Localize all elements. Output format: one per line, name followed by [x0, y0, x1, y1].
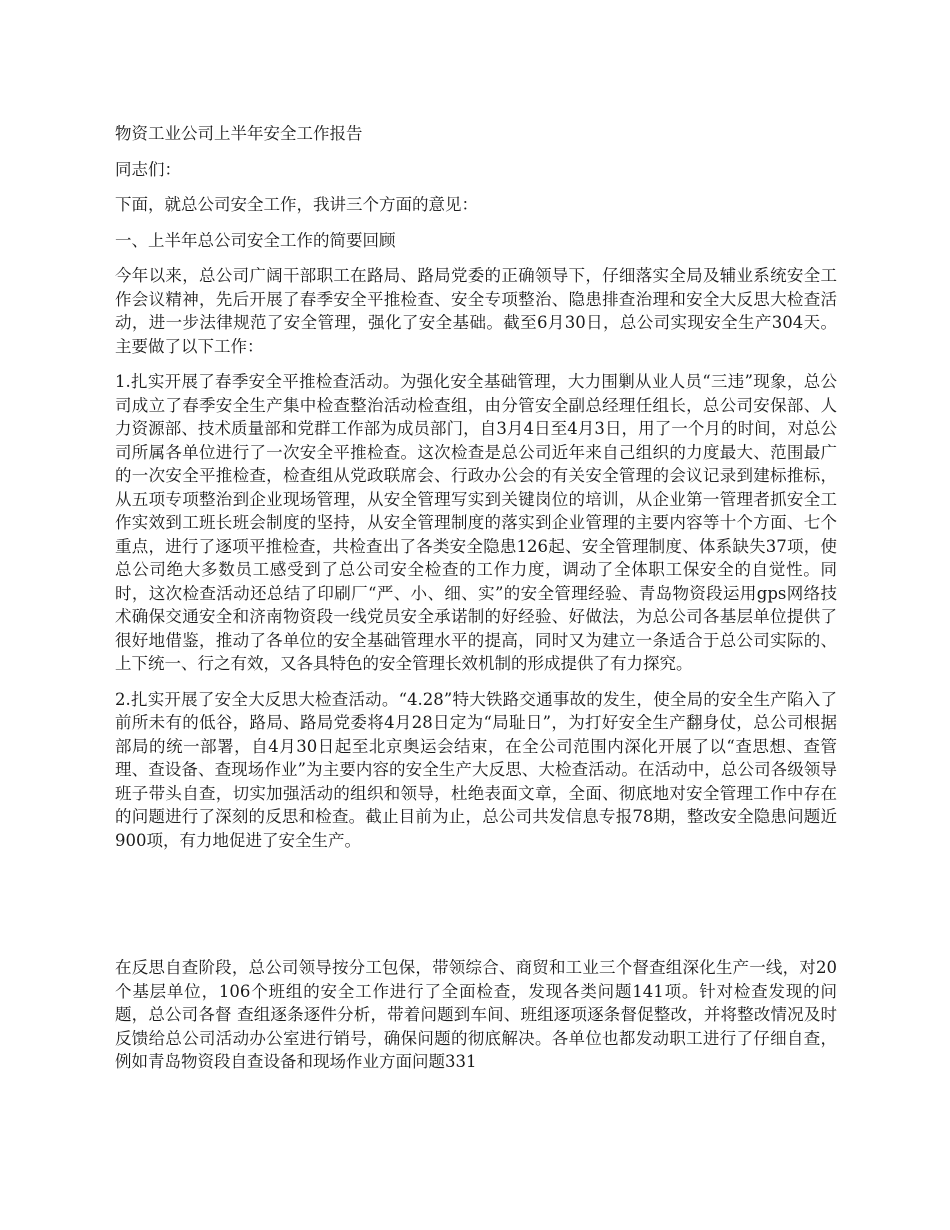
paragraph-self-check: 在反思自查阶段，总公司领导按分工包保，带领综合、商贸和工业三个督查组深化生产一线，对20个基层单位，106个班组的安全工作进行了全面检查，发现各类问题141项。针对检查发现的问题，总公司各督 查组逐条逐件分析，带着问题到车间、班组逐项逐条督促整改，并将整改情况及时反馈给总公司活动办公室进行销号，确保问题的彻底解决。各单位也都发动职工进行了仔细自查，例如青岛物资段自查设备和现场作业方面问题331	[115, 958, 837, 1071]
section-heading: 一、上半年总公司安全工作的简要回顾	[115, 230, 396, 250]
paragraph-reflection-inspection: 2.扎实开展了安全大反思大检查活动。“4.28”特大铁路交通事故的发生，使全局的安全生产陷入了前所未有的低谷，路局、路局党委将4月28日定为“局耻日”，为打好安全生产翻身仗，总公司根据部局的统一部署，自4月30日起至北京奥运会结束，在全公司范围内深化开展了以“查思想、查管理、查设备、查现场作业”为主要内容的安全生产大反思、大检查活动。在活动中，总公司各级领导班子带头自查，切实加强活动的组织和领导，杜绝表面文章，全面、彻底地对安全管理工作中存在的问题进行了深刻的反思和检查。截止目前为止，总公司共发信息专报78期，整改安全隐患问题近900项，有力地促进了安全生产。	[115, 689, 837, 850]
paragraph-spring-inspection: 1.扎实开展了春季安全平推检查活动。为强化安全基础管理，大力围剿从业人员“三违”现象，总公司成立了春季安全生产集中检查整治活动检查组，由分管安全副总经理任组长，总公司安保部、人力资源部、技术质量部和党群工作部为成员部门，自3月4日至4月3日，用了一个月的时间，对总公司所属各单位进行了一次安全平推检查。这次检查是总公司近年来自己组织的力度最大、范围最广的一次安全平推检查，检查组从党政联席会、行政办公会的有关安全管理的会议记录到建标推标，从五项专项整治到企业现场管理，从安全管理写实到关键岗位的培训，从企业第一管理者抓安全工作实效到工班长班会制度的坚持，从安全管理制度的落实到企业管理的主要内容等十个方面、七个重点，进行了逐项平推检查，共检查出了各类安全隐患126起、安全管理制度、体系缺失37项，使总公司绝大多数员工感受到了总公司安全检查的工作力度，调动了全体职工保安全的自觉性。同时，这次检查活动还总结了印刷厂“严、小、细、实”的安全管理经验、青岛物资段运用gps网络技术确保交通安全和济南物资段一线党员安全承诺制的好经验、好做法，为总公司各基层单位提供了很好地借鉴，推动了各单位的安全基础管理水平的提高，同时又为建立一条适合于总公司实际的、上下统一、行之有效，又各具特色的安全管理长效机制的形成提供了有力探究。	[115, 372, 837, 673]
salutation: 同志们：	[115, 159, 181, 179]
paragraph-overview: 今年以来，总公司广阔干部职工在路局、路局党委的正确领导下，仔细落实全局及辅业系统安全工作会议精神，先后开展了春季安全平推检查、安全专项整治、隐患排查治理和安全大反思大检查活动，进一步法律规范了安全管理，强化了安全基础。截至6月30日，总公司实现安全生产304天。主要做了以下工作：	[115, 266, 837, 356]
document-body	[115, 122, 837, 1086]
intro-paragraph: 下面，就总公司安全工作，我讲三个方面的意见：	[115, 195, 478, 214]
blank-gap	[115, 864, 837, 956]
document-title: 物资工业公司上半年安全工作报告	[115, 124, 363, 143]
